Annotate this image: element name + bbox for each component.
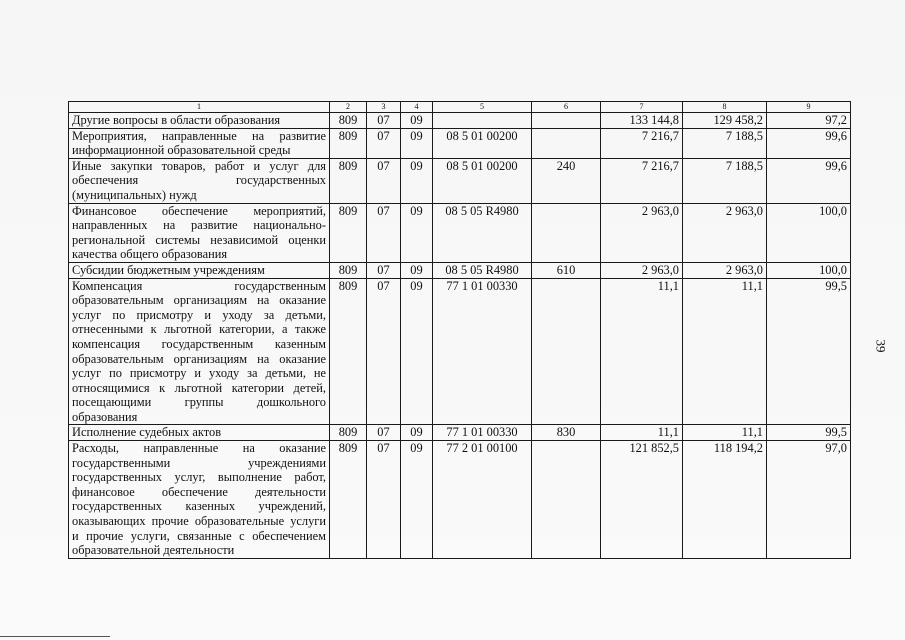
expense-name: Расходы, направленные на оказание государственными учреждениями государственных услуг, выполнение работ, финансовое обеспечение деятельности государственных казенных учреждений, оказывающих прочие образовательные услуги и прочие услуги, связанные с обеспечением образовательной деятельности xyxy=(69,441,330,559)
section-code: 07 xyxy=(367,203,401,262)
target-item-code: 08 5 01 00200 xyxy=(433,158,532,203)
table-row xyxy=(69,441,851,559)
executed-amount: 118 194,2 xyxy=(683,441,767,559)
expense-name: Исполнение судебных актов xyxy=(69,425,330,441)
planned-amount: 7 216,7 xyxy=(601,158,683,203)
subsection-code: 09 xyxy=(401,425,433,441)
header-cell: 7 xyxy=(601,102,683,113)
planned-amount: 7 216,7 xyxy=(601,128,683,158)
table-row xyxy=(69,425,851,441)
expense-type-code xyxy=(532,128,601,158)
executed-amount: 7 188,5 xyxy=(683,128,767,158)
budget-table xyxy=(68,101,851,559)
execution-percent: 97,2 xyxy=(767,113,851,129)
header-cell: 6 xyxy=(532,102,601,113)
table-row xyxy=(69,278,851,425)
expense-type-code xyxy=(532,113,601,129)
table-row xyxy=(69,262,851,278)
subsection-code: 09 xyxy=(401,128,433,158)
expense-type-code: 610 xyxy=(532,262,601,278)
scan-artifact-line xyxy=(0,636,110,637)
target-item-code: 08 5 01 00200 xyxy=(433,128,532,158)
table-body xyxy=(69,102,851,559)
execution-percent: 100,0 xyxy=(767,203,851,262)
ministry-code: 809 xyxy=(330,262,367,278)
execution-percent: 99,5 xyxy=(767,425,851,441)
header-cell: 8 xyxy=(683,102,767,113)
expense-name: Другие вопросы в области образования xyxy=(69,113,330,129)
header-cell: 2 xyxy=(330,102,367,113)
expense-type-code: 830 xyxy=(532,425,601,441)
header-cell: 4 xyxy=(401,102,433,113)
section-code: 07 xyxy=(367,262,401,278)
planned-amount: 133 144,8 xyxy=(601,113,683,129)
target-item-code xyxy=(433,113,532,129)
execution-percent: 97,0 xyxy=(767,441,851,559)
target-item-code: 08 5 05 R4980 xyxy=(433,262,532,278)
planned-amount: 2 963,0 xyxy=(601,203,683,262)
section-code: 07 xyxy=(367,113,401,129)
ministry-code: 809 xyxy=(330,441,367,559)
header-cell: 3 xyxy=(367,102,401,113)
subsection-code: 09 xyxy=(401,158,433,203)
section-code: 07 xyxy=(367,441,401,559)
expense-name: Мероприятия, направленные на развитие информационной образовательной среды xyxy=(69,128,330,158)
expense-type-code xyxy=(532,278,601,425)
header-cell: 1 xyxy=(69,102,330,113)
executed-amount: 2 963,0 xyxy=(683,203,767,262)
executed-amount: 11,1 xyxy=(683,425,767,441)
execution-percent: 99,6 xyxy=(767,128,851,158)
subsection-code: 09 xyxy=(401,262,433,278)
table-header-row xyxy=(69,102,851,113)
header-cell: 5 xyxy=(433,102,532,113)
subsection-code: 09 xyxy=(401,203,433,262)
table-row xyxy=(69,158,851,203)
expense-name: Субсидии бюджетным учреждениям xyxy=(69,262,330,278)
target-item-code: 08 5 05 R4980 xyxy=(433,203,532,262)
page-number: 39 xyxy=(873,339,889,353)
planned-amount: 121 852,5 xyxy=(601,441,683,559)
ministry-code: 809 xyxy=(330,113,367,129)
ministry-code: 809 xyxy=(330,158,367,203)
executed-amount: 2 963,0 xyxy=(683,262,767,278)
planned-amount: 11,1 xyxy=(601,425,683,441)
expense-type-code: 240 xyxy=(532,158,601,203)
section-code: 07 xyxy=(367,158,401,203)
target-item-code: 77 2 01 00100 xyxy=(433,441,532,559)
table-row xyxy=(69,113,851,129)
target-item-code: 77 1 01 00330 xyxy=(433,425,532,441)
table-row xyxy=(69,128,851,158)
expense-type-code xyxy=(532,203,601,262)
executed-amount: 7 188,5 xyxy=(683,158,767,203)
section-code: 07 xyxy=(367,128,401,158)
table-row xyxy=(69,203,851,262)
ministry-code: 809 xyxy=(330,278,367,425)
header-cell: 9 xyxy=(767,102,851,113)
expense-name: Финансовое обеспечение мероприятий, направленных на развитие национально-региональной системы независимой оценки качества общего образования xyxy=(69,203,330,262)
ministry-code: 809 xyxy=(330,128,367,158)
execution-percent: 99,6 xyxy=(767,158,851,203)
expense-name: Иные закупки товаров, работ и услуг для обеспечения государственных (муниципальных) нужд xyxy=(69,158,330,203)
subsection-code: 09 xyxy=(401,278,433,425)
expense-type-code xyxy=(532,441,601,559)
execution-percent: 100,0 xyxy=(767,262,851,278)
section-code: 07 xyxy=(367,278,401,425)
planned-amount: 2 963,0 xyxy=(601,262,683,278)
subsection-code: 09 xyxy=(401,113,433,129)
section-code: 07 xyxy=(367,425,401,441)
target-item-code: 77 1 01 00330 xyxy=(433,278,532,425)
executed-amount: 129 458,2 xyxy=(683,113,767,129)
subsection-code: 09 xyxy=(401,441,433,559)
ministry-code: 809 xyxy=(330,425,367,441)
planned-amount: 11,1 xyxy=(601,278,683,425)
ministry-code: 809 xyxy=(330,203,367,262)
execution-percent: 99,5 xyxy=(767,278,851,425)
executed-amount: 11,1 xyxy=(683,278,767,425)
expense-name: Компенсация государственным образовательным организациям на оказание услуг по присмотру и уходу за детьми, отнесенными к льготной категории, а также компенсация государственным казенным образовательным организациям на оказание услуг по присмотру и уходу за детьми, не относящимися к льготной категории детей, посещающими группы дошкольного образования xyxy=(69,278,330,425)
